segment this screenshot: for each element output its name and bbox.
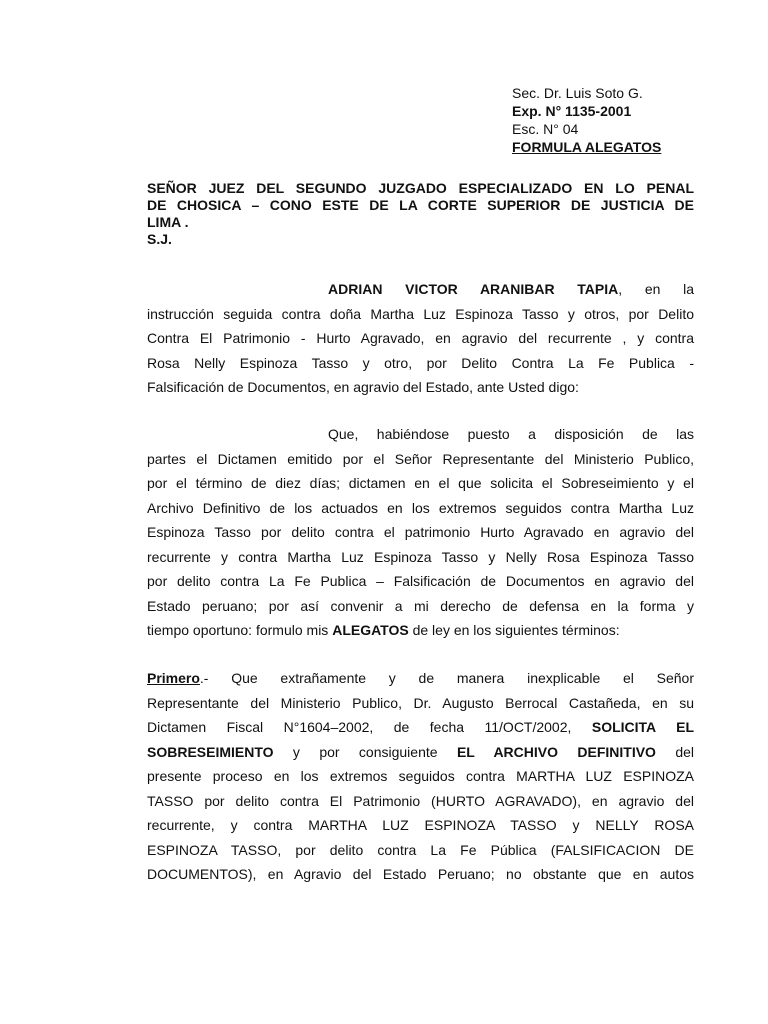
addressee-line-3: LIMA . [147, 214, 189, 230]
archivo-definitivo-emphasis: EL ARCHIVO DEFINITIVO [456, 743, 656, 760]
solicita-emphasis: SOLICITA EL [591, 719, 695, 735]
argument-line [147, 740, 694, 765]
context-paragraph [147, 422, 694, 643]
context-line [147, 618, 694, 643]
addressee-line-4: S.J. [147, 231, 172, 247]
context-line: Estado peruano; por así convenir a mi derecho de defensa en la forma y [147, 597, 694, 614]
intro-line: Rosa Nelly Espinoza Tasso y otro, por Delito Contra La Fe Publica - [147, 354, 694, 371]
argument-line [147, 666, 694, 691]
argument-line: Representante del Ministerio Publico, Dr. Augusto Berrocal Castañeda, en su [147, 694, 694, 711]
context-line-9-tail: de ley en los siguientes términos: [408, 622, 620, 638]
argument-line-4-mid: y por consiguiente [273, 743, 457, 760]
escrito-number: Esc. N° 04 [512, 121, 579, 137]
petitioner-name: ADRIAN VICTOR ARANIBAR TAPIA [328, 281, 619, 297]
intro-paragraph [147, 277, 694, 400]
argument-line: TASSO por delito contra El Patrimonio (HURTO AGRAVADO), en agravio del [147, 792, 694, 809]
argument-line: DOCUMENTOS), en Agravio del Estado Peruano; no obstante que en autos [147, 866, 694, 882]
document-title: FORMULA ALEGATOS [512, 139, 662, 155]
addressee-line-2: DE CHOSICA – CONO ESTE DE LA CORTE SUPERIOR DE JUSTICIA DE [147, 197, 694, 213]
expediente-number: Exp. N° 1135-2001 [512, 103, 632, 119]
context-line: Archivo Definitivo de los actuados en los extremos seguidos contra Martha Luz [147, 499, 694, 516]
context-line: partes el Dictamen emitido por el Señor Representante del Ministerio Publico, [147, 450, 694, 467]
alegatos-emphasis: ALEGATOS [332, 622, 409, 638]
argument-line-1-text: .- Que extrañamente y de manera inexplicable el Señor [199, 670, 694, 686]
intro-line: Contra El Patrimonio - Hurto Agravado, en agravio del recurrente , y contra [147, 330, 694, 346]
first-argument-paragraph [147, 666, 694, 887]
argument-line [147, 715, 694, 740]
intro-line-1-text: , en la [618, 281, 695, 297]
intro-line: instrucción seguida contra doña Martha Luz Espinoza Tasso y otros, por Delito [147, 305, 694, 322]
case-header [512, 84, 732, 156]
argument-line: ESPINOZA TASSO, por delito contra La Fe Pública (FALSIFICACION DE [147, 841, 694, 858]
context-line: Espinoza Tasso por delito contra el patrimonio Hurto Agravado en agravio del [147, 524, 694, 540]
addressee-block [147, 180, 694, 248]
context-line: Que, habiéndose puesto a disposición de las [328, 426, 694, 442]
argument-line-3-text: Dictamen Fiscal N°1604–2002, de fecha 11/OCT/2002, [147, 719, 592, 735]
argument-line: presente proceso en los extremos seguidos contra MARTHA LUZ ESPINOZA [147, 768, 694, 784]
context-line: por delito contra La Fe Publica – Falsificación de Documentos en agravio del [147, 573, 694, 589]
secretary-line: Sec. Dr. Luis Soto G. [512, 85, 643, 101]
first-label: Primero [147, 670, 200, 686]
argument-line-4-tail: del [655, 743, 695, 760]
context-line-9-text: tiempo oportuno: formulo mis [147, 622, 333, 638]
intro-line [147, 277, 694, 302]
argument-line: recurrente, y contra MARTHA LUZ ESPINOZA TASSO y NELLY ROSA [147, 817, 694, 833]
context-line: recurrente y contra Martha Luz Espinoza Tasso y Nelly Rosa Espinoza Tasso [147, 548, 694, 565]
context-line: por el término de diez días; dictamen en el que solicita el Sobreseimiento y el [147, 475, 694, 491]
sobreseimiento-emphasis: SOBRESEIMIENTO [147, 743, 274, 760]
addressee-line-1: SEÑOR JUEZ DEL SEGUNDO JUZGADO ESPECIALIZADO EN LO PENAL [147, 180, 694, 196]
intro-line: Falsificación de Documentos, en agravio del Estado, ante Usted digo: [147, 379, 579, 395]
